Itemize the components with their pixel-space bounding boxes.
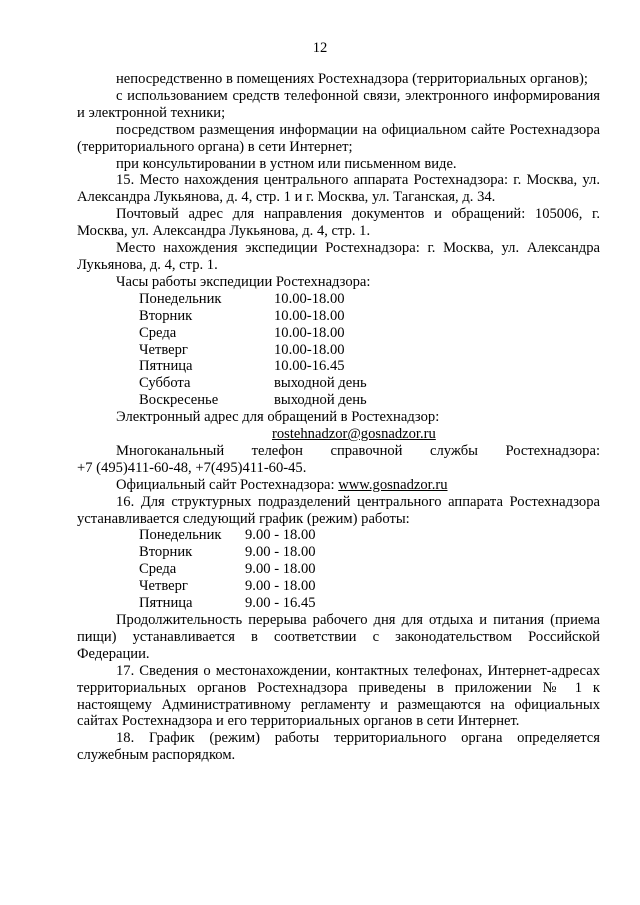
schedule-time: 10.00-18.00 <box>274 307 345 324</box>
schedule-day: Среда <box>139 561 177 578</box>
schedule-time: 10.00-18.00 <box>274 341 345 358</box>
email-link[interactable]: rostehnadzor@gosnadzor.ru <box>272 426 436 443</box>
page-number: 12 <box>312 40 328 56</box>
section-17-text: 17. Сведения о местонахождении, контактных телефонах, Интернет-адресах территориальных органов Ростехнадзора приведены в приложении № 1 к настоящему Административному регламенту и размещаются на официальных сайтах Ростехнадзора и его территориальных органов в сети Интернет. <box>77 662 600 730</box>
schedule-row <box>77 342 600 359</box>
expedition-hours-title: Часы работы экспедиции Ростехнадзора: <box>116 273 371 290</box>
email-label: Электронный адрес для обращений в Ростехнадзор: <box>116 409 440 426</box>
schedule-row <box>77 578 600 595</box>
department-schedule <box>77 527 600 612</box>
schedule-day: Вторник <box>139 307 193 324</box>
schedule-row <box>77 308 600 325</box>
schedule-day: Четверг <box>139 578 188 595</box>
schedule-day: Суббота <box>139 375 191 392</box>
schedule-time: выходной день <box>274 392 367 409</box>
section-18-text: 18. График (режим) работы территориального органа определяется служебным распорядком. <box>77 730 600 764</box>
schedule-row <box>77 527 600 544</box>
schedule-row <box>77 561 600 578</box>
schedule-time: 9.00 - 18.00 <box>245 578 316 595</box>
schedule-row <box>77 544 600 561</box>
phone-numbers: +7 (495)411-60-48, +7(495)411-60-45. <box>77 459 307 476</box>
official-site-label: Официальный сайт Ростехнадзора: <box>116 476 339 493</box>
paragraph-phone-means: с использованием средств телефонной связи, электронного информирования и электронной техники; <box>77 87 600 121</box>
schedule-time: 9.00 - 18.00 <box>245 527 316 544</box>
schedule-row <box>77 392 600 409</box>
schedule-day: Понедельник <box>139 290 222 307</box>
schedule-time: 9.00 - 18.00 <box>245 561 316 578</box>
paragraph-consulting: при консультировании в устном или письменном виде. <box>116 155 457 172</box>
schedule-day: Воскресенье <box>139 392 219 409</box>
schedule-time: 9.00 - 16.45 <box>245 595 316 612</box>
schedule-time: 10.00-16.45 <box>274 358 345 375</box>
schedule-time: выходной день <box>274 375 367 392</box>
postal-address: Почтовый адрес для направления документов и обращений: 105006, г. Москва, ул. Александра Лукьянова, д. 4, стр. 1. <box>77 206 600 240</box>
schedule-day: Среда <box>139 324 177 341</box>
expedition-location: Место нахождения экспедиции Ростехнадзора: г. Москва, ул. Александра Лукьянова, д. 4, стр. 1. <box>77 240 600 273</box>
official-site-link[interactable]: www.gosnadzor.ru <box>338 476 448 493</box>
schedule-day: Пятница <box>139 595 193 612</box>
expedition-schedule <box>77 291 600 409</box>
document-body <box>77 71 600 764</box>
schedule-row <box>77 595 600 612</box>
schedule-time: 10.00-18.00 <box>274 324 345 341</box>
schedule-row <box>77 325 600 342</box>
section-16-text: 16. Для структурных подразделений центрального аппарата Ростехнадзора устанавливается следующий график (режим) работы: <box>77 493 600 527</box>
schedule-time: 9.00 - 18.00 <box>245 544 316 561</box>
schedule-day: Четверг <box>139 341 188 358</box>
schedule-row <box>77 291 600 308</box>
phone-line: Многоканальный телефон справочной службы Ростехнадзора: <box>116 442 600 459</box>
official-site-row <box>77 477 600 494</box>
schedule-time: 10.00-18.00 <box>274 290 345 307</box>
schedule-row <box>77 375 600 392</box>
paragraph-website-means: посредством размещения информации на официальном сайте Ростехнадзора (территориального органа) в сети Интернет; <box>77 121 600 155</box>
break-duration: Продолжительность перерыва рабочего дня для отдыха и питания (приема пищи) устанавливается в соответствии с законодательством Российской Федерации. <box>77 612 600 662</box>
paragraph-in-premises: непосредственно в помещениях Ростехнадзора (территориальных органов); <box>116 71 588 87</box>
schedule-row <box>77 358 600 375</box>
schedule-day: Вторник <box>139 544 193 561</box>
schedule-day: Пятница <box>139 358 193 375</box>
schedule-day: Понедельник <box>139 527 222 544</box>
section-15-location: 15. Место нахождения центрального аппарата Ростехнадзора: г. Москва, ул. Александра Лукьянова, д. 4, стр. 1 и г. Москва, ул. Таганская, д. 34. <box>77 172 600 206</box>
email-address-row <box>77 426 600 443</box>
